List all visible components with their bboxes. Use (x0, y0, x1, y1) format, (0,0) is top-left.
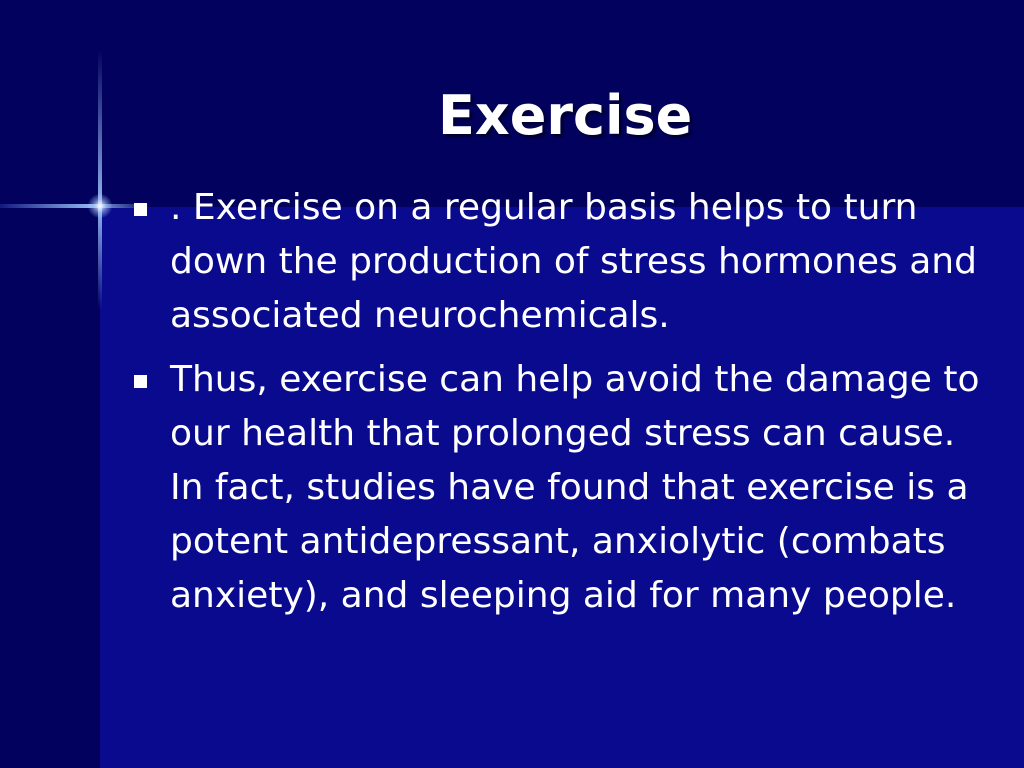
vertical-glow-line (98, 50, 102, 310)
bullet-item (130, 353, 990, 623)
bullet-text: Thus, exercise can help avoid the damage to our health that prolonged stress can cause. In fact, studies have found that exercise is a potent antidepressant, anxiolytic (combats anxiety), and sleeping aid for many people. (170, 359, 980, 616)
horizontal-glow-line (0, 204, 150, 208)
square-bullet-icon (134, 375, 147, 388)
square-bullet-icon (134, 203, 147, 216)
bullet-list (130, 181, 990, 633)
slide-title: Exercise (438, 84, 693, 147)
bullet-text: . Exercise on a regular basis helps to turn down the production of stress hormones and associated neurochemicals. (170, 187, 977, 336)
left-decorative-band (0, 0, 100, 768)
bullet-item (130, 181, 990, 343)
light-flare-icon (88, 194, 112, 218)
